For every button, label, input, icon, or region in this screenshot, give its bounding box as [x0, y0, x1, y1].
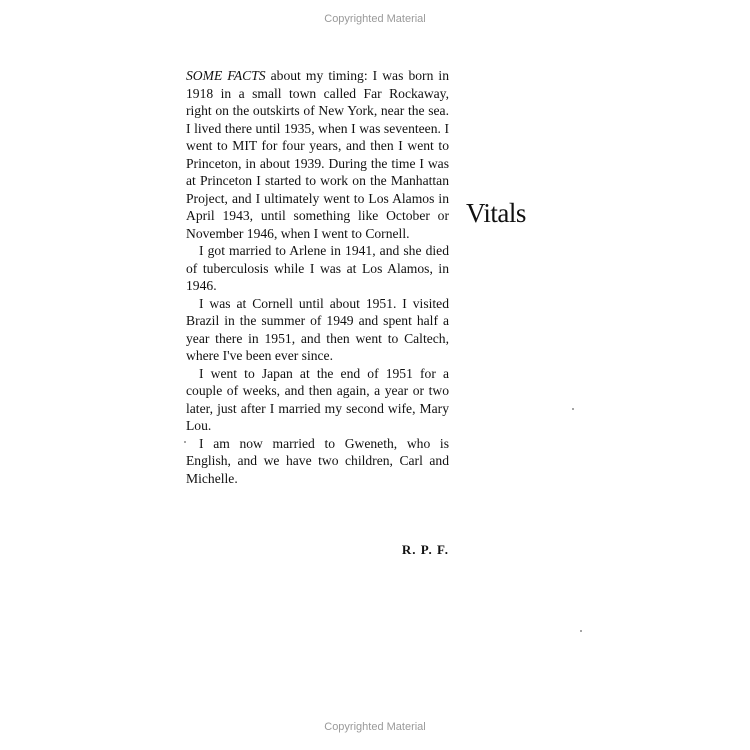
paragraph-1-text: about my timing: I was born in 1918 in a small town called Far Rockaway, right on the outskirts of New York, near the sea. I lived there until 1935, when I was seventeen. I went to MIT for four years, and then I went to Princeton, in about 1939. During the time I was at Princeton I started to work on the Manhattan Project, and I ultimately went to Los Alamos in April 1943, until something like October or November 1946, when I went to Cornell.: [186, 68, 449, 241]
paragraph-1: [186, 67, 449, 242]
copyright-watermark-bottom: Copyrighted Material: [324, 721, 426, 733]
paragraph-4: I went to Japan at the end of 1951 for a couple of weeks, and then again, a year or two later, just after I married my second wife, Mary Lou.: [186, 365, 449, 433]
lead-in: SOME FACTS: [186, 68, 266, 83]
scan-speck: [580, 630, 582, 632]
signature: R. P. F.: [401, 542, 449, 557]
scan-speck: [184, 441, 186, 443]
paragraph-3: I was at Cornell until about 1951. I visited Brazil in the summer of 1949 and spent half a year there in 1951, and then went to Caltech, where I've been ever since.: [186, 295, 449, 363]
copyright-watermark-top: Copyrighted Material: [324, 13, 426, 25]
body-text: [186, 67, 449, 487]
scan-speck: [572, 408, 574, 410]
chapter-title: Vitals: [466, 198, 526, 228]
paragraph-5: I am now married to Gweneth, who is English, and we have two children, Carl and Michelle.: [186, 435, 449, 486]
paragraph-2: I got married to Arlene in 1941, and she died of tuberculosis while I was at Los Alamos, in 1946.: [186, 243, 449, 293]
